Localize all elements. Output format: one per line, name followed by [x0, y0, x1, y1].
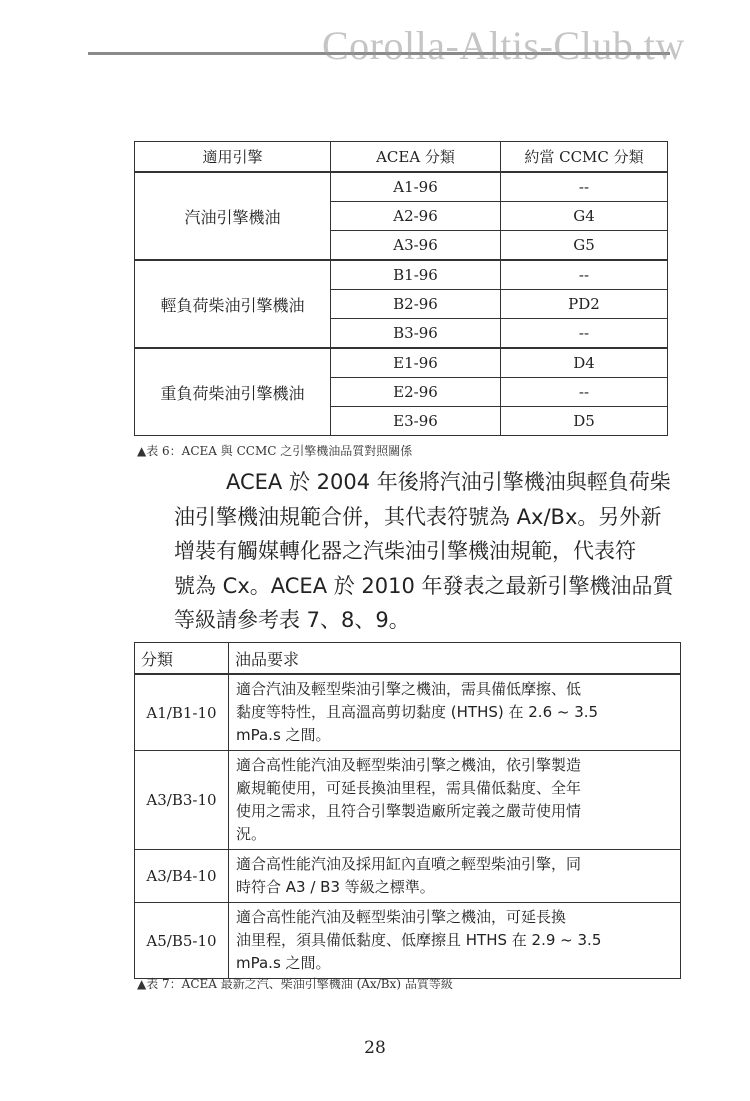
table-row [135, 348, 668, 378]
ccmc-class-cell: -- [501, 260, 668, 290]
table-row [135, 674, 681, 751]
table-row [135, 751, 681, 850]
acea-class-cell: A3-96 [331, 231, 501, 261]
acea-class-cell: B1-96 [331, 260, 501, 290]
paragraph-line: 油引擎機油規範合併，其代表符號為 Ax/Bx。另外新 [174, 504, 662, 529]
ccmc-class-cell: PD2 [501, 290, 668, 319]
paragraph-line: 等級請參考表 7、8、9。 [174, 608, 410, 632]
acea-class-cell: A1-96 [331, 172, 501, 202]
engine-group-cell: 汽油引擎機油 [135, 172, 331, 260]
requirement-line: 適合高性能汽油及輕型柴油引擎之機油，依引擎製造 [236, 756, 582, 774]
column-header: ACEA 分類 [331, 142, 501, 173]
acea-class-cell: E3-96 [331, 407, 501, 436]
acea-ccmc-table [134, 141, 668, 436]
body-paragraph [174, 465, 674, 638]
paragraph-line: ACEA 於 2004 年後將汽油引擎機油與輕負荷柴 [226, 470, 671, 494]
engine-group-cell: 輕負荷柴油引擎機油 [135, 260, 331, 348]
grade-class-cell: A3/B4-10 [135, 850, 229, 903]
requirement-cell [229, 751, 681, 850]
table-row [135, 850, 681, 903]
acea-class-cell: A2-96 [331, 202, 501, 231]
ccmc-class-cell: -- [501, 172, 668, 202]
requirement-cell [229, 674, 681, 751]
ccmc-class-cell: G4 [501, 202, 668, 231]
ccmc-class-cell: -- [501, 378, 668, 407]
page-number: 28 [364, 1038, 386, 1058]
table7-caption: ▲表 7：ACEA 最新之汽、柴油引擎機油 (Ax/Bx) 品質等級 [137, 977, 453, 991]
acea-class-cell: E2-96 [331, 378, 501, 407]
requirement-line: 適合汽油及輕型柴油引擎之機油，需具備低摩擦、低 [236, 680, 582, 698]
watermark: Corolla-Altis-Club.tw [322, 23, 685, 68]
grade-class-cell: A3/B3-10 [135, 751, 229, 850]
table6-caption: ▲表 6：ACEA 與 CCMC 之引擎機油品質對照關係 [137, 444, 413, 458]
requirement-line: 油里程，須具備低黏度、低摩擦且 HTHS 在 2.9 ~ 3.5 [236, 931, 602, 949]
grade-class-cell: A1/B1-10 [135, 674, 229, 751]
ccmc-class-cell: D4 [501, 348, 668, 378]
table-row [135, 903, 681, 979]
table-row [135, 260, 668, 290]
ccmc-class-cell: -- [501, 319, 668, 349]
ccmc-class-cell: D5 [501, 407, 668, 436]
requirement-cell [229, 850, 681, 903]
grade-class-cell: A5/B5-10 [135, 903, 229, 979]
requirement-line: 適合高性能汽油及採用缸內直噴之輕型柴油引擎，同 [236, 855, 582, 873]
requirement-line: 時符合 A3 / B3 等級之標準。 [236, 878, 435, 896]
table-header-row [135, 643, 681, 675]
paragraph-line: 增裝有觸媒轉化器之汽柴油引擎機油規範，代表符 [174, 539, 636, 563]
acea-class-cell: B2-96 [331, 290, 501, 319]
column-header: 約當 CCMC 分類 [501, 142, 668, 173]
table-header-row [135, 142, 668, 173]
ccmc-class-cell: G5 [501, 231, 668, 261]
requirement-line: 適合高性能汽油及輕型柴油引擎之機油，可延長換 [236, 908, 567, 926]
requirement-cell [229, 903, 681, 979]
column-header: 適用引擎 [135, 142, 331, 173]
acea-class-cell: E1-96 [331, 348, 501, 378]
requirement-line: mPa.s 之間。 [236, 726, 331, 744]
acea-class-cell: B3-96 [331, 319, 501, 349]
requirement-line: 廠規範使用，可延長換油里程，需具備低黏度、全年 [236, 779, 582, 797]
table-row [135, 172, 668, 202]
acea-grade-table [134, 642, 681, 979]
requirement-line: 黏度等特性，且高溫高剪切黏度 (HTHS) 在 2.6 ~ 3.5 [236, 703, 599, 721]
engine-group-cell: 重負荷柴油引擎機油 [135, 348, 331, 436]
requirement-line: mPa.s 之間。 [236, 954, 331, 972]
requirement-line: 況。 [236, 825, 267, 843]
requirement-line: 使用之需求，且符合引擎製造廠所定義之嚴苛使用情 [236, 802, 582, 820]
paragraph-line: 號為 Cx。ACEA 於 2010 年發表之最新引擎機油品質 [174, 573, 674, 598]
column-header: 分類 [135, 643, 229, 675]
column-header: 油品要求 [229, 643, 681, 675]
